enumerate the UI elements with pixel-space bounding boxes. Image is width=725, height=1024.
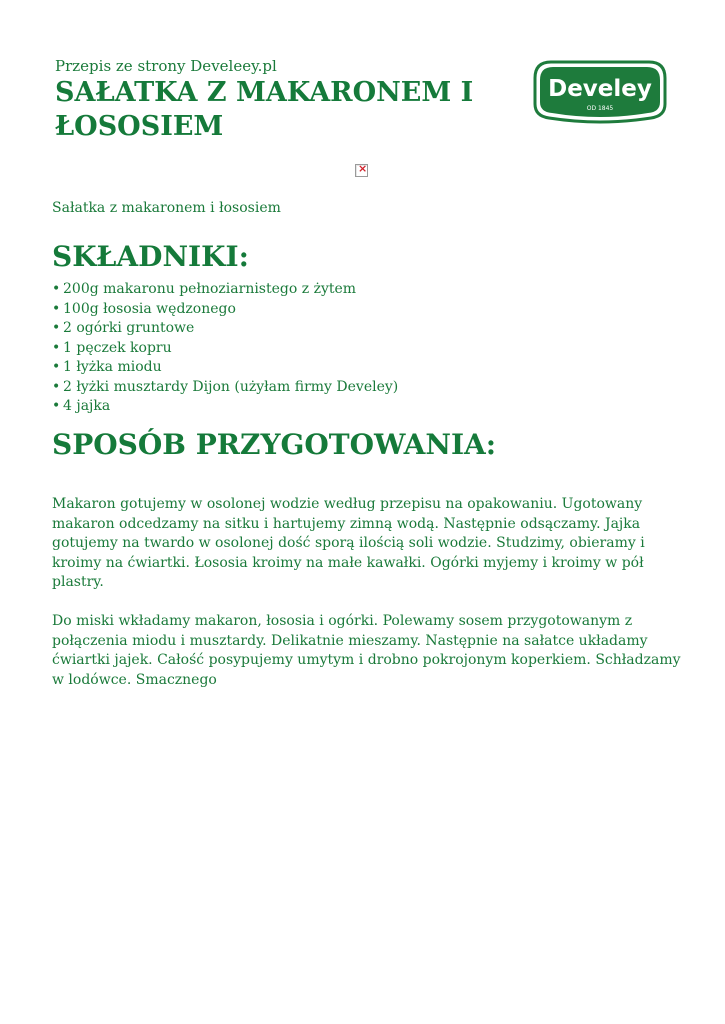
ingredient-item: • 200g makaronu pełnoziarnistego z żytem bbox=[52, 280, 398, 300]
broken-image-icon: × bbox=[355, 164, 368, 177]
develey-logo bbox=[531, 58, 669, 124]
method-text bbox=[52, 495, 692, 710]
ingredients-heading: SKŁADNIKI: bbox=[52, 240, 249, 273]
page-title: SAŁATKA Z MAKARONEM I ŁOSOSIEM bbox=[55, 77, 474, 142]
ingredient-item: • 4 jajka bbox=[52, 397, 398, 417]
ingredient-item: • 1 pęczek kopru bbox=[52, 339, 398, 359]
ingredient-item: • 2 ogórki gruntowe bbox=[52, 319, 398, 339]
ingredient-item: • 1 łyżka miodu bbox=[52, 358, 398, 378]
source-line: Przepis ze strony Develeey.pl bbox=[55, 57, 277, 75]
ingredient-item: • 100g łososia wędzonego bbox=[52, 300, 398, 320]
recipe-subtitle: Sałatka z makaronem i łososiem bbox=[52, 200, 281, 216]
method-paragraph: Makaron gotujemy w osolonej wodzie według przepisu na opakowaniu. Ugotowany makaron odcedzamy na sitku i hartujemy zimną wodą. Następnie odsączamy. Jajka gotujemy na twardo w osolonej dość sporą ilością soli wodzie. Studzimy, obieramy i kroimy na ćwiartki. Łososia kroimy na małe kawałki. Ogórki myjemy i kroimy w pół plastry. bbox=[52, 496, 645, 590]
method-heading: SPOSÓB PRZYGOTOWANIA: bbox=[52, 428, 497, 461]
logo-since: OD 1845 bbox=[586, 105, 614, 112]
ingredients-list bbox=[52, 280, 398, 417]
logo-wordmark: Develey bbox=[548, 76, 652, 102]
ingredient-item: • 2 łyżki musztardy Dijon (użyłam firmy Develey) bbox=[52, 378, 398, 398]
method-paragraph: Do miski wkładamy makaron, łososia i ogórki. Polewamy sosem przygotowanym z połączenia miodu i musztardy. Delikatnie mieszamy. Następnie na sałatce układamy ćwiartki jajek. Całość posypujemy umytym i drobno pokrojonym koperkiem. Schładzamy w lodówce. Smacznego bbox=[52, 613, 681, 688]
